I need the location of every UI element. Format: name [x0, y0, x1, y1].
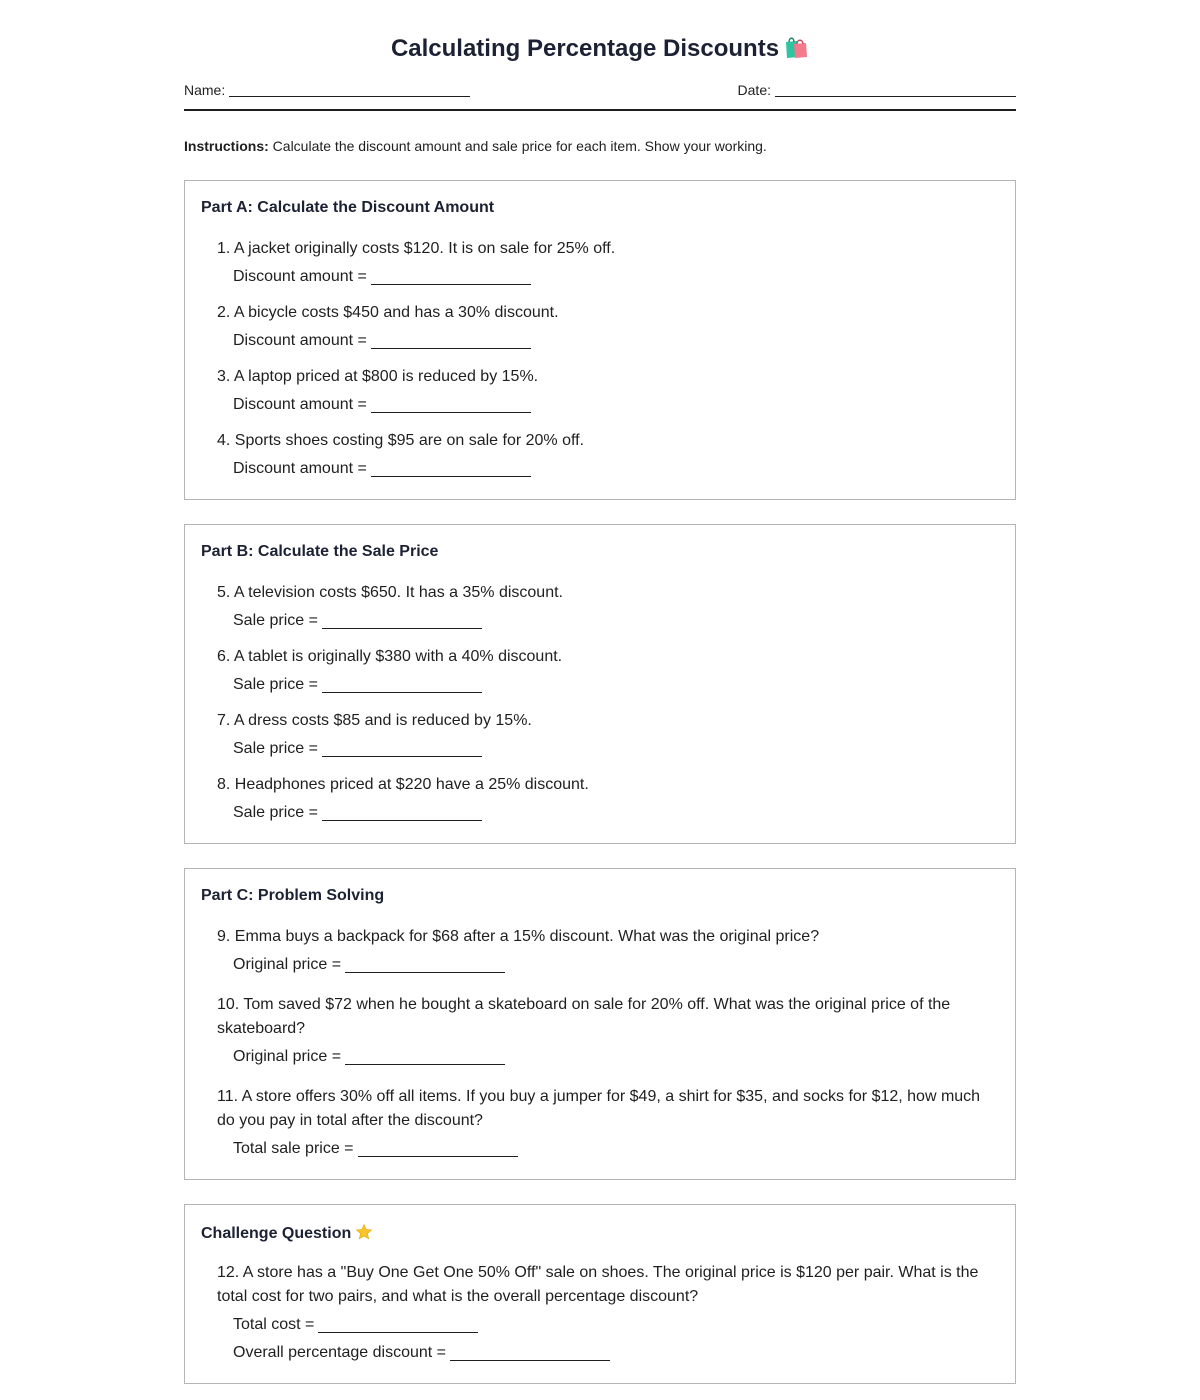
- name-blank[interactable]: [229, 82, 470, 97]
- answer-blank[interactable]: [318, 1315, 478, 1333]
- answer-label: Discount amount =: [233, 332, 367, 349]
- answer-row: [201, 457, 999, 481]
- answer-blank[interactable]: [322, 675, 482, 693]
- question-text: 10. Tom saved $72 when he bought a skateboard on sale for 20% off. What was the original price of the skateboard?: [217, 996, 951, 1037]
- answer-label: Original price =: [233, 956, 342, 973]
- answer-row: [201, 1313, 999, 1337]
- answer-blank[interactable]: [322, 611, 482, 629]
- instructions: [184, 138, 1016, 154]
- answer-row: [201, 737, 999, 761]
- answer-label: Overall percentage discount =: [233, 1344, 447, 1361]
- answer-label: Original price =: [233, 1048, 342, 1065]
- answer-blank[interactable]: [371, 395, 531, 413]
- question-text: 3. A laptop priced at $800 is reduced by 15%.: [217, 368, 539, 385]
- date-label: Date:: [737, 82, 771, 98]
- answer-row: [201, 1045, 999, 1069]
- section-part-1: [184, 180, 1016, 500]
- section-part-4: [184, 1204, 1016, 1384]
- question-text: 2. A bicycle costs $450 and has a 30% discount.: [217, 304, 559, 321]
- answer-label: Total cost =: [233, 1316, 315, 1333]
- question-text: 7. A dress costs $85 and is reduced by 15%.: [217, 712, 532, 729]
- question-text: 9. Emma buys a backpack for $68 after a 15% discount. What was the original price?: [217, 928, 820, 945]
- answer-blank[interactable]: [371, 459, 531, 477]
- answer-row: [201, 801, 999, 825]
- question-text: 4. Sports shoes costing $95 are on sale for 20% off.: [217, 432, 585, 449]
- answer-blank[interactable]: [358, 1139, 518, 1157]
- answer-label: Sale price =: [233, 676, 318, 693]
- answer-label: Total sale price =: [233, 1140, 354, 1157]
- answer-blank[interactable]: [345, 1047, 505, 1065]
- question-text: 5. A television costs $650. It has a 35% discount.: [217, 584, 563, 601]
- question-text: 12. A store has a "Buy One Get One 50% Off" sale on shoes. The original price is $120 per pair. What is the total cost for two pairs, and what is the overall percentage discount?: [217, 1264, 979, 1305]
- parts-container: [184, 180, 1016, 1384]
- answer-label: Sale price =: [233, 612, 318, 629]
- shopping-bags-icon: [783, 33, 809, 59]
- question-text: 1. A jacket originally costs $120. It is on sale for 25% off.: [217, 240, 616, 257]
- name-field: [184, 82, 470, 109]
- answer-row: [201, 1137, 999, 1161]
- answer-label: Sale price =: [233, 804, 318, 821]
- date-blank[interactable]: [775, 82, 1016, 97]
- star-icon: [355, 1223, 373, 1241]
- answer-blank[interactable]: [345, 955, 505, 973]
- name-date-row: [184, 82, 1016, 111]
- answer-blank[interactable]: [322, 803, 482, 821]
- section-title-text: Part A: Calculate the Discount Amount: [201, 199, 495, 216]
- name-label: Name:: [184, 82, 226, 98]
- section-title-text: Challenge Question: [201, 1225, 352, 1242]
- answer-row: [201, 609, 999, 633]
- date-field: [738, 82, 1016, 109]
- section-part-2: [184, 524, 1016, 844]
- answer-row: [201, 953, 999, 977]
- answer-blank[interactable]: [371, 267, 531, 285]
- answer-row: [201, 393, 999, 417]
- answer-blank[interactable]: [322, 739, 482, 757]
- section-title: [201, 199, 999, 217]
- section-title: [201, 543, 999, 561]
- answer-label: Discount amount =: [233, 396, 367, 413]
- answer-row: [201, 265, 999, 289]
- answer-row: [201, 1341, 999, 1365]
- answer-label: Sale price =: [233, 740, 318, 757]
- answer-label: Discount amount =: [233, 268, 367, 285]
- question-text: 6. A tablet is originally $380 with a 40% discount.: [217, 648, 563, 665]
- answer-blank[interactable]: [371, 331, 531, 349]
- section-part-3: [184, 868, 1016, 1180]
- section-title-text: Part B: Calculate the Sale Price: [201, 543, 439, 560]
- section-title: [201, 1223, 999, 1241]
- page-title: Calculating Percentage Discounts: [184, 33, 1016, 63]
- answer-blank[interactable]: [450, 1343, 610, 1361]
- section-title-text: Part C: Problem Solving: [201, 887, 385, 904]
- answer-row: [201, 673, 999, 697]
- answer-label: Discount amount =: [233, 460, 367, 477]
- question-text: 11. A store offers 30% off all items. If you buy a jumper for $49, a shirt for $35, and socks for $12, how much do you pay in total after the discount?: [217, 1088, 981, 1129]
- worksheet: [184, 0, 1016, 1384]
- section-title: [201, 887, 999, 905]
- question-text: 8. Headphones priced at $220 have a 25% discount.: [217, 776, 589, 793]
- instructions-text: Calculate the discount amount and sale price for each item. Show your working.: [272, 138, 767, 154]
- instructions-label: Instructions:: [184, 138, 269, 154]
- answer-row: [201, 329, 999, 353]
